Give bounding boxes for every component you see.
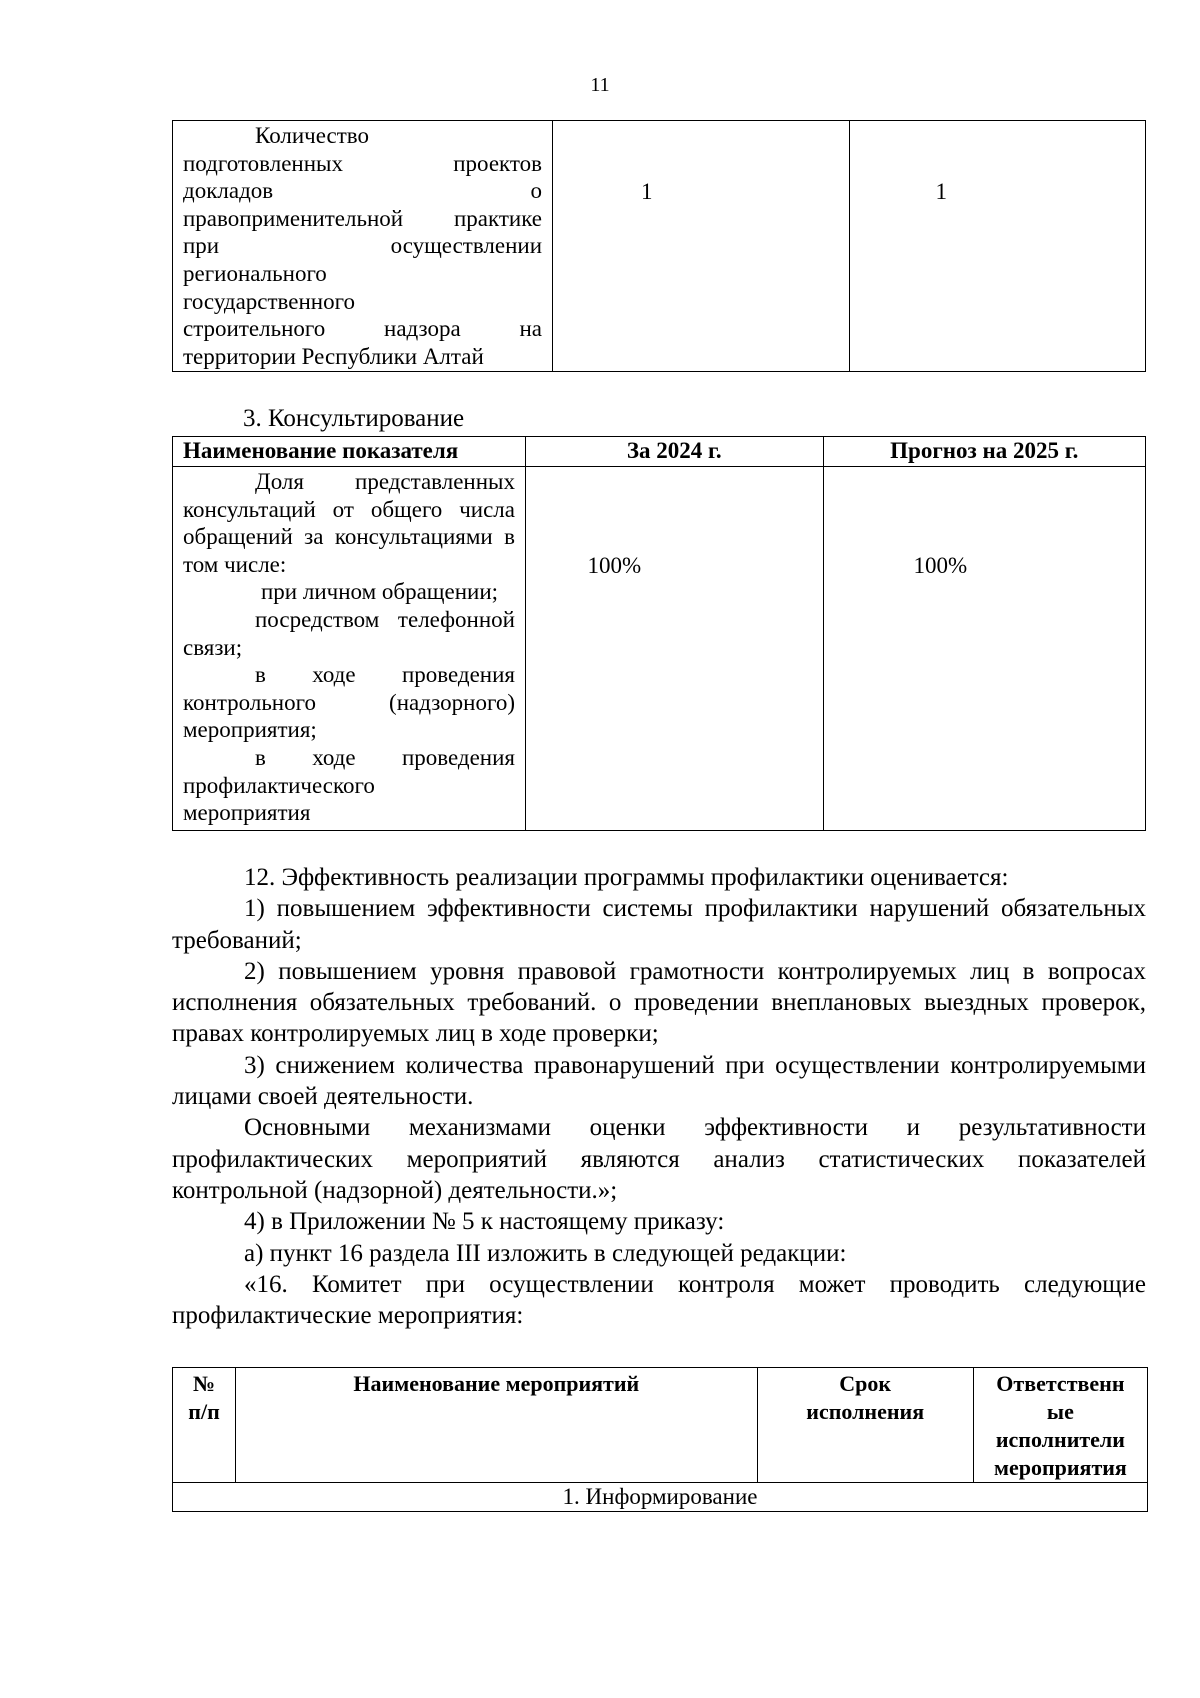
text-line: государственного xyxy=(183,288,355,314)
header-line: Срок xyxy=(839,1371,892,1396)
text-line: Доля представленных xyxy=(255,469,515,494)
value-2024-cell xyxy=(553,121,849,372)
paragraph: а) пункт 16 раздела III изложить в следующей редакции: xyxy=(244,1239,847,1267)
text-line: правоприменительной практике xyxy=(183,205,543,231)
column-header-number xyxy=(173,1368,236,1483)
value-2025: 1 xyxy=(935,179,947,204)
header-line: Ответственн xyxy=(996,1371,1125,1396)
table-row xyxy=(173,1483,1148,1512)
value-2024: 1 xyxy=(641,179,653,204)
value-2024: 100% xyxy=(587,553,642,578)
paragraph: 12. Эффективность реализации программы профилактики оценивается: xyxy=(244,864,1009,891)
header-line: № xyxy=(192,1371,216,1396)
body-text xyxy=(172,862,1146,1331)
section-row-informing: 1. Информирование xyxy=(173,1483,1148,1512)
text-line: территории Республики Алтай xyxy=(183,343,484,369)
column-header-2024: За 2024 г. xyxy=(526,437,824,467)
page-number: 11 xyxy=(590,74,610,96)
text-line: Количество xyxy=(255,123,369,148)
value-2025-cell xyxy=(849,121,1146,372)
text-line: контрольного (надзорного) xyxy=(183,689,515,715)
indicator-table-1 xyxy=(172,120,1146,372)
text-line: регионального xyxy=(183,260,327,286)
text-line: при осуществлении xyxy=(183,233,543,259)
text-line: подготовленных проектов xyxy=(183,150,543,176)
table-row xyxy=(173,467,1146,831)
header-line: п/п xyxy=(188,1399,220,1424)
text-line: обращений за консультациями в xyxy=(183,524,515,550)
table-header-row xyxy=(173,437,1146,467)
text-line: строительного надзора на xyxy=(183,316,543,342)
value-2025-cell xyxy=(823,467,1145,831)
paragraph: 4) в Приложении № 5 к настоящему приказу: xyxy=(244,1208,725,1236)
column-header-responsible xyxy=(973,1368,1147,1483)
paragraph: 1) повышением эффективности системы профилактики нарушений обязательных требований; xyxy=(172,895,1146,954)
text-line: при личном обращении; xyxy=(261,579,499,605)
text-line: в ходе проведения xyxy=(255,744,515,770)
column-header-activity-name: Наименование мероприятий xyxy=(236,1368,758,1483)
section-heading: 3. Консультирование xyxy=(243,405,465,432)
text-line: докладов о xyxy=(183,178,543,204)
header-line: исполнения xyxy=(806,1399,925,1424)
column-header-2025: Прогноз на 2025 г. xyxy=(823,437,1145,467)
consulting-table xyxy=(172,436,1146,831)
text-line: связи; xyxy=(183,634,243,660)
value-2025: 100% xyxy=(913,553,968,578)
header-line: мероприятия xyxy=(993,1455,1127,1480)
header-line: исполнители xyxy=(995,1427,1125,1452)
text-line: профилактического xyxy=(183,772,375,798)
text-line: том числе: xyxy=(183,551,287,577)
activities-table xyxy=(172,1367,1148,1512)
text-line: посредством телефонной xyxy=(255,606,515,632)
paragraph: 2) повышением уровня правовой грамотности контролируемых лиц в вопросах исполнения обязательных требований. о проведении внеплановых выездных проверок, правах контролируемых лиц в ходе проверки; xyxy=(172,957,1146,1048)
table-header-row xyxy=(173,1368,1148,1483)
paragraph: Основными механизмами оценки эффективности и результативности профилактических мероприятий являются анализ статистических показателей контрольной (надзорной) деятельности.»; xyxy=(172,1114,1146,1204)
text-line: консультаций от общего числа xyxy=(183,496,515,522)
value-2024-cell xyxy=(526,467,824,831)
indicator-name-cell xyxy=(173,121,553,372)
column-header-deadline xyxy=(757,1368,973,1483)
paragraph: 3) снижением количества правонарушений при осуществлении контролируемыми лицами своей деятельности. xyxy=(172,1051,1146,1111)
paragraph: «16. Комитет при осуществлении контроля может проводить следующие профилактические мероприятия: xyxy=(172,1270,1146,1330)
table-row xyxy=(173,121,1146,372)
indicator-name-cell xyxy=(173,467,526,831)
header-line: ые xyxy=(1046,1399,1074,1424)
text-line: в ходе проведения xyxy=(255,662,515,688)
text-line: мероприятия xyxy=(183,800,311,826)
text-line: мероприятия; xyxy=(183,717,317,743)
column-header-indicator: Наименование показателя xyxy=(173,437,526,467)
